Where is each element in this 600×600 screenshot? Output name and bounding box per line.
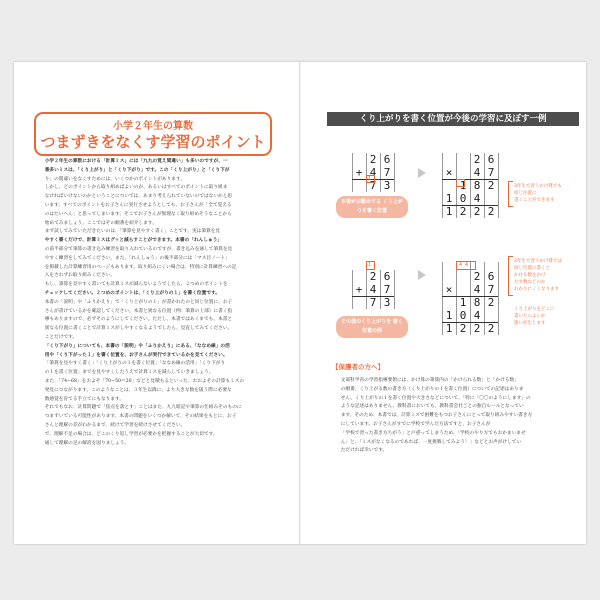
calc-digit: + [355, 283, 363, 296]
carry-digit: 1 [368, 176, 372, 182]
grade-heading: 小学２年生の算数 [113, 121, 193, 132]
body-line: の前半部分で筆算の書き込み練習を取り入れているのですが、書き込みを通して筆算を見 [44, 246, 233, 252]
note-line: 同じ位置に書くと [514, 266, 550, 271]
calc-digit: 7 [383, 166, 391, 179]
parent-body-line: 文部科学省の学習指導要領には、かけ算の筆算内の「かけられる数」と「かける数」 [340, 378, 519, 383]
calc-digit: 4 [473, 283, 481, 296]
parent-section-heading: 【保護者の方へ】 [332, 363, 384, 371]
calc-digit: 7 [383, 283, 391, 296]
grid-line [394, 153, 395, 192]
body-line: 導もありますので、必ずそのようにしてください。ただし、本書ではあくまでも、本書と [44, 317, 233, 323]
body-line: やすく書くだけで、計算ミスはグッと減らすことができます。本書の「れんしゅう」 [44, 238, 223, 244]
note-line: 同じ位置に [514, 191, 537, 196]
other-position-pill [336, 316, 408, 338]
calc-digit: 2 [473, 322, 481, 335]
body-line: 「筆算を見やすく書く」「くり上がりの１を書く位置」「ななめ線の活用」「くり下がり [44, 361, 226, 367]
calc-digit: 8 [473, 179, 481, 192]
calc-digit: 3 [383, 179, 391, 192]
calc-underline [352, 296, 394, 297]
page-title: つまずきをなくす学習のポイント [40, 133, 266, 151]
calc-digit: 4 [473, 166, 481, 179]
calc-digit: 2 [473, 153, 481, 166]
calc-digit: 2 [473, 205, 481, 218]
body-line: 発見につながります。このようなことは、３年生以降に、より大きな数を扱う際に必要な [44, 387, 232, 393]
calc-digit: 1 [445, 192, 453, 205]
body-line: つまずいている可能性があります。本書の問題をいくつか解いて、その結果をもとに、お子 [44, 414, 237, 420]
grid-line [498, 153, 499, 218]
parent-body-text [336, 377, 570, 456]
calc-digit: 6 [487, 270, 495, 283]
body-line: の１を書く位置」までを見やすくしたうえで計算ミスを減らしていきましょう。 [44, 370, 214, 376]
parent-body-line: にしています。お子さんがすでに学校で学んだ方法ですと、お子さんが [340, 421, 491, 427]
note-line: かける数をかけ [514, 273, 546, 278]
highlight-box [456, 179, 465, 187]
body-line: 通して理解の足の解消を図りましょう。 [44, 440, 130, 446]
calc-digit: 1 [445, 322, 453, 335]
note-line: 3年生で習うかけ算でも [514, 184, 562, 189]
calc-digit: 7 [369, 296, 377, 309]
parent-body-line: ただければ幸いです。 [340, 448, 388, 454]
section-title-box [34, 112, 272, 156]
calc-digit: 4 [473, 309, 481, 322]
arrow-right-icon [418, 270, 426, 280]
body-line: で、理解不足の場合は、どこのくり返し学習が必要かを把握することが大切です。 [44, 431, 218, 437]
calc-digit: 4 [369, 283, 377, 296]
calc-digit: + [355, 166, 363, 179]
body-line: やすく練習をしてみてください。また、「れんしゅう」の後半部分には「マス目ノート」 [44, 255, 230, 261]
body-line: り」の間違いをなくすためには、いくつかのポイントがあります。 [44, 176, 185, 182]
calc-digit: 2 [369, 153, 377, 166]
calc-digit: 2 [487, 322, 495, 335]
other-position-label: その他のくり上がりを 書く位置の例 [341, 319, 403, 334]
body-line: さんが書けているかを確認してください。本書と異なる位置（例：筆算の上部）に書く指 [44, 308, 233, 314]
calc-underline [442, 322, 498, 323]
parent-body-line: ん」と、「ミスがなくなるのであれば、一度挑戦してみよう！」などとお声がけしてい [340, 439, 522, 445]
body-line: なければいけないのかということについては、あまり考えられていないのではないかと思 [44, 194, 233, 200]
body-line: それでもなお、計算問題で「焦点を落とす」ことはまた、九九暗記や筆算の仕組みそのものに [44, 405, 242, 411]
calc-digit: 2 [473, 270, 481, 283]
note-hesitation [514, 306, 555, 327]
body-line: 数感覚を育てる手立てにもなります。 [44, 396, 125, 402]
calc-underline [442, 205, 498, 206]
calc-digit: 2 [369, 270, 377, 283]
carry-digit: 1 [368, 262, 372, 268]
calc-underline [442, 296, 498, 297]
parent-body-line: の順番、くり上がる数の書き方（くり上がりの１を書く位置）についての記述はありま [340, 386, 524, 392]
body-line: チェックしてください。２つめのポイントは、「くり上がりの１」を書く位置です。 [44, 290, 220, 296]
body-line: 小学２年生の算数における「計算ミス」には「九九の覚え間違い」も多いのですが、一 [44, 159, 228, 164]
multiplication-example-other [442, 262, 502, 338]
body-line: 本書の「説明」や「ふりかえり」で「くり上がりの１」が書かれたのと同じ位置に、お子 [44, 299, 233, 305]
calc-digit: 6 [383, 270, 391, 283]
calc-digit: 2 [459, 205, 467, 218]
calc-digit: 4 [369, 166, 377, 179]
note-line: わかりにくくなります [514, 287, 559, 292]
calc-digit: 1 [445, 309, 453, 322]
parent-body-line: ような記述はありません。教科書においても、教科書会社ごとの独自ルールとなってい [340, 404, 524, 410]
addition-example-recommended [352, 153, 398, 195]
note-confusing-position [514, 258, 562, 293]
body-line: います。すべてのポイントをお子さんに実行させようとしても、お子さんが「全て覚える [44, 202, 232, 208]
body-line: のはたいへん」と思ってしまいます。そこでお子さんが無理なく取り組めそうなことから [44, 211, 232, 217]
body-line: 入をされずお取り組みください。 [44, 273, 116, 279]
recommended-position-pill [336, 196, 408, 218]
body-line: しかし、どのポイントから取り組めばよいのか、あるいはすべてのポイントに取り組ま [44, 185, 228, 191]
grid-line [394, 270, 395, 309]
calc-digit: 2 [487, 205, 495, 218]
note-bracket [508, 256, 513, 296]
note-line: 書くことができます [514, 198, 555, 203]
arrow-right-icon [418, 168, 426, 178]
calc-digit: 7 [487, 166, 495, 179]
page-gutter [299, 62, 301, 544]
highlight-box [456, 261, 476, 270]
calc-digit: 1 [459, 179, 467, 192]
calc-digit: 7 [369, 179, 377, 192]
note-line: 書いたらよいか [514, 314, 546, 319]
calc-digit: 6 [383, 153, 391, 166]
highlight-box [366, 261, 375, 270]
body-line: さんと理解の差がわかるまで、続けて学習を続けさせてください。 [44, 422, 186, 428]
grid-line [498, 262, 499, 335]
body-line: 異なる位置に書くことで計算ミスがしやすくなるようでしたら、見直してみてください。 [44, 326, 233, 332]
body-line: また、「74−68」をおよそ「70−50＝20」などと見積もるといった、おおよその計算もミスの [44, 378, 245, 384]
body-line: まず試してみていただきたいのは、「筆算を見やすく書く」ことです。実は筆算を見 [44, 229, 221, 235]
body-line: 用や「くり下がった１」を書く位置を、お子さんが実行できているかを見てください。 [44, 352, 228, 358]
calc-digit: 3 [383, 296, 391, 309]
note-bracket [508, 181, 513, 207]
calc-digit: 7 [487, 283, 495, 296]
recommended-position-label: 本書がお勧めする くり上がりを書く位置 [341, 199, 403, 214]
calc-digit: 2 [487, 296, 495, 309]
carry-digit: 4 4 [459, 262, 469, 268]
multiplication-example-recommended [442, 153, 502, 221]
body-line: 「くり下がり」についても、本書の「説明」や「ふりかえり」にある、「ななめ線」の活 [44, 343, 230, 349]
calc-underline [442, 179, 498, 180]
note-line: たす数などのか [514, 280, 546, 285]
calc-digit: 2 [487, 179, 495, 192]
calc-digit: 8 [473, 296, 481, 309]
calc-digit: 1 [445, 205, 453, 218]
highlight-box [366, 175, 375, 183]
body-line: 番多いミスは、「くり上がり」と「くり下がり」です。この「くり上がり」と「くり下が [44, 167, 230, 173]
left-body-text [40, 158, 262, 448]
parent-body-line: ます。そのため、本書では、計算ミスで困難をもつお子さんにとって取り組みやすい書き方 [340, 413, 533, 419]
calc-digit: 2 [459, 322, 467, 335]
note-line: 3年生で習うかけ算では [514, 259, 562, 264]
calc-digit: 1 [459, 296, 467, 309]
addition-example-other [352, 262, 398, 312]
calc-digit: 0 [459, 309, 467, 322]
example-banner [327, 112, 579, 126]
note-line: くり上がりをどこに [514, 307, 555, 312]
parent-body-line: せん。くり上がりの１を書く位置や大きさなどについて、「特に「〇〇のようにします」の [340, 395, 531, 401]
parent-body-line: 「学校で習った書き方ちがう」と戸惑ってしまうため、「学校のやり方でもおかまいませ [340, 430, 526, 436]
calc-digit: 0 [459, 192, 467, 205]
note-line: 迷いが生じます [514, 321, 546, 326]
body-line: ことだけです。 [44, 334, 78, 340]
calc-digit: 6 [487, 153, 495, 166]
note-same-position [514, 183, 562, 204]
body-line: もし、筆算を見やすく書いても計算ミスが減らないようでしたら、２つめのポイントを [44, 282, 228, 288]
calc-digit: × [445, 283, 453, 296]
body-line: 始めてみましょう。ここではその順番を紹介します。 [44, 220, 157, 226]
body-line: を掲載した計算練習用のページもあります。取り組みにくい場合は、特別に計算練習への記 [44, 264, 237, 270]
calc-digit: × [445, 166, 453, 179]
calc-digit: 4 [473, 192, 481, 205]
banner-label: くり上がりを書く位置が今後の学習に及ぼす一例 [359, 114, 547, 124]
